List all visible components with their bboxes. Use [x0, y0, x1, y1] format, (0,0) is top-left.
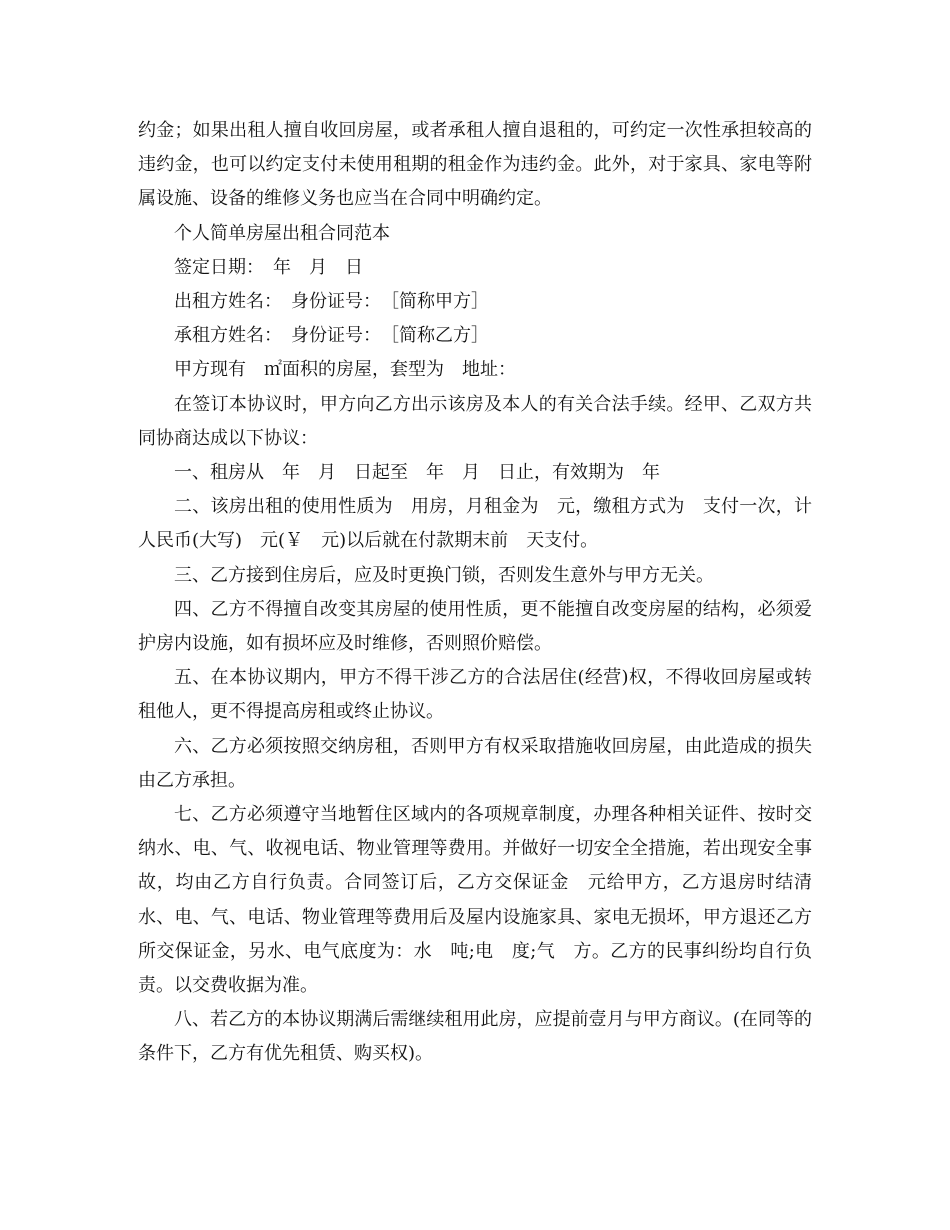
agreement-intro: 在签订本协议时，甲方向乙方出示该房及本人的有关合法手续。经甲、乙双方共同协商达成以下协议： [138, 393, 812, 449]
clause-5: 五、在本协议期内，甲方不得干涉乙方的合法居住(经营)权，不得收回房屋或转租他人，更不得提高房租或终止协议。 [138, 667, 812, 723]
lessee-line: 承租方姓名： 身份证号： ［简称乙方］ [174, 325, 489, 347]
clause-7: 七、乙方必须遵守当地暂住区域内的各项规章制度，办理各种相关证件、按时交纳水、电、气、收视电话、物业管理等费用。并做好一切安全全措施，若出现安全事故，均由乙方自行负责。合同签订后，乙方交保证金 元给甲方，乙方退房时结清水、电、气、电话、物业管理等费用后及屋内设施家具、家电无损坏，甲方退还乙方所交保证金，另水、电气底度为：水 吨;电 度;气 方。乙方的民事纠纷均自行负责。以交费收据为准。 [138, 804, 812, 997]
clause-3: 三、乙方接到住房后，应及时更换门锁，否则发生意外与甲方无关。 [174, 564, 714, 586]
contract-title: 个人简单房屋出租合同范本 [174, 222, 390, 244]
clause-2: 二、该房出租的使用性质为 用房，月租金为 元，缴租方式为 支付一次，计人民币(大写) 元(￥ 元)以后就在付款期末前 天支付。 [138, 496, 812, 552]
signing-date-line: 签定日期： 年 月 日 [174, 256, 363, 278]
document-page [138, 114, 812, 1072]
clause-8: 八、若乙方的本协议期满后需继续租用此房，应提前壹月与甲方商议。(在同等的条件下，乙方有优先租赁、购买权)。 [138, 1009, 812, 1065]
paragraph-penalty-continuation: 约金；如果出租人擅自收回房屋，或者承租人擅自退租的，可约定一次性承担较高的违约金，也可以约定支付未使用租期的租金作为违约金。此外，对于家具、家电等附属设施、设备的维修义务也应当在合同中明确约定。 [138, 120, 812, 210]
property-line: 甲方现有 ㎡面积的房屋，套型为 地址： [174, 359, 516, 381]
clause-6: 六、乙方必须按照交纳房租，否则甲方有权采取措施收回房屋，由此造成的损失由乙方承担。 [138, 735, 812, 791]
clause-4: 四、乙方不得擅自改变其房屋的使用性质，更不能擅自改变房屋的结构，必须爱护房内设施，如有损坏应及时维修，否则照价赔偿。 [138, 598, 812, 655]
clause-1: 一、租房从 年 月 日起至 年 月 日止，有效期为 年 [174, 462, 660, 484]
lessor-line: 出租方姓名： 身份证号： ［简称甲方］ [174, 291, 489, 313]
